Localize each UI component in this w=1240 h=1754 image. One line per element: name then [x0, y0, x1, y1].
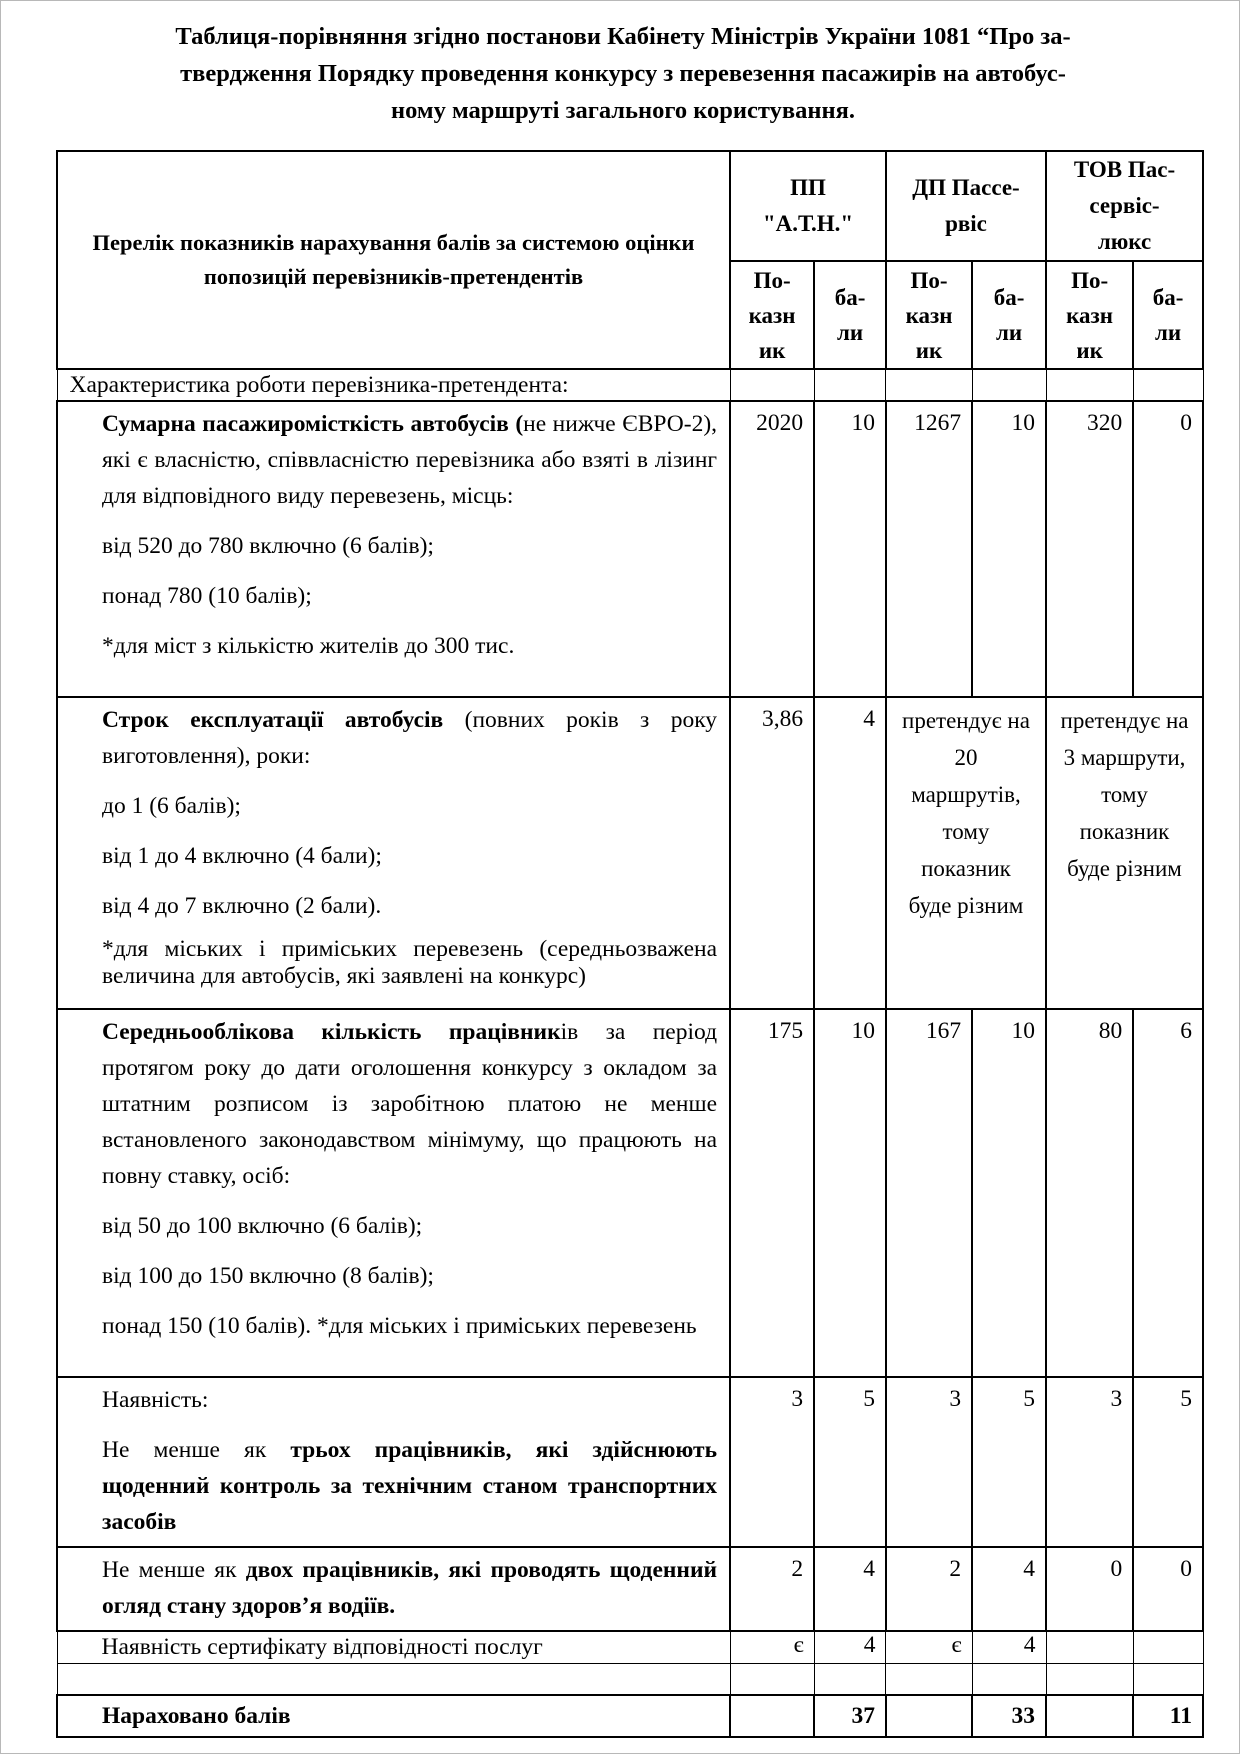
value-cell: 2020	[730, 401, 814, 697]
title-line-3: ному маршруті загального користування.	[391, 97, 855, 124]
value-cell: 4	[814, 1631, 886, 1663]
criterion-cell: Середньооблікова кількість працівників за період протягом року до дати оголошення конкурсу з окладом за штатним розписом із заробітною платою не менше встановленого законодавством мінімуму, що працюють на повну ставку, осіб: від 50 до 100 включно (6 балів); від 100 до 150 включно (8 балів); понад 150 (10 балів). *для міських і приміських перевезень	[57, 1009, 730, 1377]
list-item: *для міст з кількістю жителів до 300 тис.	[102, 633, 515, 659]
total-label: Нараховано балів	[57, 1695, 730, 1737]
value-cell: 3	[1046, 1377, 1133, 1547]
value-cell: 10	[972, 1009, 1046, 1377]
value-cell: 1267	[886, 401, 972, 697]
list-item: до 1 (6 балів);	[102, 793, 241, 819]
list-item: від 50 до 100 включно (6 балів);	[102, 1213, 423, 1239]
title-line-1: Таблиця-порівняння згідно постанови Кабінету Міністрів України 1081 “Про за-	[175, 23, 1071, 50]
table-row	[57, 1009, 1203, 1377]
list-item: понад 150 (10 балів). *для міських і приміських перевезень	[102, 1313, 697, 1339]
value-cell: 6	[1133, 1009, 1203, 1377]
criterion-note: *для міських і приміських перевезень (середньозважена величина для автобусів, які заявлені на конкурс)	[102, 936, 718, 989]
value-cell: 10	[814, 401, 886, 697]
company-header-tov: ТОВ Пас-сервіс-люкс	[1046, 151, 1203, 261]
criterion-cell: Наявність сертифікату відповідності послуг	[57, 1631, 730, 1663]
list-item: від 100 до 150 включно (8 балів);	[102, 1263, 434, 1289]
value-cell: 10	[814, 1009, 886, 1377]
points-header: ба-ли	[972, 261, 1046, 369]
value-cell: 3,86	[730, 697, 814, 1009]
value-cell: 4	[972, 1631, 1046, 1663]
criterion-cell: Сумарна пасажиромісткість автобусів (не нижче ЄВРО-2), які є власністю, співвласністю перевізника або взяті в лізинг для відповідного виду перевезень, місць: від 520 до 780 включно (6 балів); понад 780 (10 балів); *для міст з кількістю жителів до 300 тис.	[57, 401, 730, 697]
value-cell: 10	[972, 401, 1046, 697]
list-item: від 4 до 7 включно (2 бали).	[102, 893, 382, 919]
table-row	[57, 1547, 1203, 1631]
value-cell: 5	[814, 1377, 886, 1547]
table-row	[57, 1631, 1203, 1663]
value-cell	[1046, 1631, 1133, 1663]
criterion-title: трьох працівників, які здійснюють щоденний контроль за технічним станом транспортних засобів	[102, 1437, 718, 1535]
value-cell: 80	[1046, 1009, 1133, 1377]
indicator-header: По-казн ик	[730, 261, 814, 369]
total-row	[57, 1695, 1203, 1737]
value-cell: 0	[1046, 1547, 1133, 1631]
table-row	[57, 697, 1203, 1009]
points-header: ба-ли	[814, 261, 886, 369]
value-cell: 2	[886, 1547, 972, 1631]
value-cell: 3	[886, 1377, 972, 1547]
criterion-cell: Строк експлуатації автобусів (повних років з року виготовлення), роки: до 1 (6 балів); від 1 до 4 включно (4 бали); від 4 до 7 включно (2 бали). *для міських і приміських перевезень (середньозважена величина для автобусів, які заявлені на конкурс)	[57, 697, 730, 1009]
empty-row	[57, 1663, 1203, 1695]
value-cell	[1133, 1631, 1203, 1663]
value-cell: 0	[1133, 401, 1203, 697]
value-cell: 5	[972, 1377, 1046, 1547]
criterion-title: Строк експлуатації автобусів	[102, 707, 444, 733]
list-item: від 1 до 4 включно (4 бали);	[102, 843, 382, 869]
total-atn: 37	[814, 1695, 886, 1737]
total-tov: 11	[1133, 1695, 1203, 1737]
criterion-title: Сумарна пасажиромісткість автобусів (	[102, 411, 524, 437]
value-cell: 0	[1133, 1547, 1203, 1631]
title-line-2: твердження Порядку проведення конкурсу з перевезення пасажирів на автобус-	[180, 60, 1066, 87]
section-title-row	[57, 369, 1203, 401]
list-item: від 520 до 780 включно (6 балів);	[102, 533, 434, 559]
value-cell: є	[730, 1631, 814, 1663]
points-header: ба-ли	[1133, 261, 1203, 369]
value-cell: 320	[1046, 401, 1133, 697]
criterion-title: двох працівників, які проводять щоденний огляд стану здоров’я водіїв.	[102, 1557, 718, 1619]
indicator-header: По-казн ик	[886, 261, 972, 369]
document-title	[58, 18, 1188, 129]
value-cell: 4	[814, 697, 886, 1009]
table-row	[57, 1377, 1203, 1547]
section-title: Характеристика роботи перевізника-претендента:	[57, 369, 730, 401]
criterion-cell: Наявність: Не менше як трьох працівників, які здійснюють щоденний контроль за технічним станом транспортних засобів	[57, 1377, 730, 1547]
company-header-atn: ПП "А.Т.Н."	[730, 151, 886, 261]
criterion-title: Середньооблікова кількість працівник	[102, 1019, 561, 1045]
value-cell: 4	[972, 1547, 1046, 1631]
company-header-dp: ДП Пассе-рвіс	[886, 151, 1046, 261]
criteria-header: Перелік показників нарахування балів за системою оцінки попозицій перевізників-претендентів	[57, 151, 730, 369]
value-cell: є	[886, 1631, 972, 1663]
value-cell: 5	[1133, 1377, 1203, 1547]
list-item: понад 780 (10 балів);	[102, 583, 312, 609]
criterion-lead: Наявність:	[102, 1387, 209, 1413]
remark-dp: претендує на 20 маршрутів, тому показник буде різним	[886, 697, 1046, 1009]
value-cell: 175	[730, 1009, 814, 1377]
total-dp: 33	[972, 1695, 1046, 1737]
criterion-cell: Не менше як двох працівників, які проводять щоденний огляд стану здоров’я водіїв.	[57, 1547, 730, 1631]
value-cell: 167	[886, 1009, 972, 1377]
table-row	[57, 401, 1203, 697]
header-row	[57, 151, 1203, 261]
value-cell: 2	[730, 1547, 814, 1631]
value-cell: 3	[730, 1377, 814, 1547]
comparison-table	[56, 150, 1204, 1738]
value-cell: 4	[814, 1547, 886, 1631]
remark-tov: претендує на 3 маршрути, тому показник буде різним	[1046, 697, 1203, 1009]
indicator-header: По-казн ик	[1046, 261, 1133, 369]
